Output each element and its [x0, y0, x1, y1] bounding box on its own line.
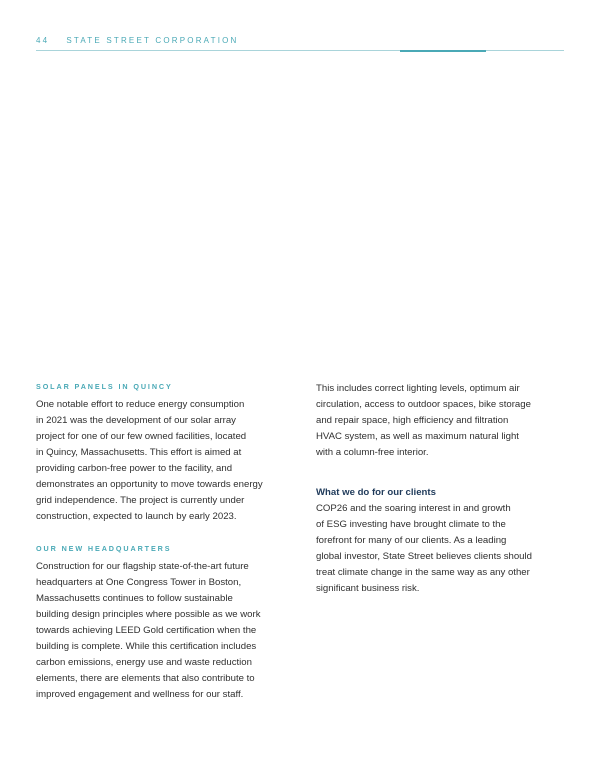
solar-panels-paragraph — [36, 397, 294, 525]
page-header — [36, 36, 239, 45]
page-number: 44 — [36, 36, 50, 45]
text-line: forefront for many of our clients. As a leading — [316, 535, 507, 546]
text-line: improved engagement and wellness for our staff. — [36, 689, 244, 700]
text-line: COP26 and the soaring interest in and growth — [316, 503, 511, 514]
text-line: construction, expected to launch by early 2023. — [36, 511, 237, 522]
section-heading-new-headquarters: OUR NEW HEADQUARTERS — [36, 544, 172, 553]
header-title: STATE STREET CORPORATION — [66, 36, 239, 45]
text-line: towards achieving LEED Gold certification when the — [36, 625, 257, 636]
text-line: HVAC system, as well as maximum natural light — [316, 431, 519, 442]
spacer — [316, 461, 566, 485]
text-line: and repair space, high efficiency and filtration — [316, 415, 509, 426]
text-line: with a column-free interior. — [316, 447, 429, 458]
text-line: treat climate change in the same way as any other — [316, 567, 530, 578]
clients-paragraph — [316, 501, 566, 597]
text-line: grid independence. The project is currently under — [36, 495, 245, 506]
text-line: circulation, access to outdoor spaces, bike storage — [316, 399, 531, 410]
text-line: building is complete. While this certification includes — [36, 641, 257, 652]
text-line: Construction for our flagship state-of-the-art future — [36, 561, 249, 572]
header-rule-accent — [400, 50, 486, 52]
right-column — [316, 381, 566, 597]
left-column — [36, 381, 294, 703]
text-line: in 2021 was the development of our solar array — [36, 415, 236, 426]
text-line: in Quincy, Massachusetts. This effort is aimed at — [36, 447, 242, 458]
spacer — [36, 525, 294, 543]
text-line: providing carbon-free power to the facility, and — [36, 463, 233, 474]
text-line: project for one of our few owned facilities, located — [36, 431, 247, 442]
text-line: One notable effort to reduce energy consumption — [36, 399, 245, 410]
subheading-what-we-do-for-clients: What we do for our clients — [316, 487, 436, 498]
headquarters-paragraph — [36, 559, 294, 703]
text-line: building design principles where possible as we work — [36, 609, 261, 620]
text-line: global investor, State Street believes clients should — [316, 551, 532, 562]
text-line: carbon emissions, energy use and waste reduction — [36, 657, 252, 668]
text-line: This includes correct lighting levels, optimum air — [316, 383, 520, 394]
section-heading-solar-panels: SOLAR PANELS IN QUINCY — [36, 382, 173, 391]
text-line: of ESG investing have brought climate to the — [316, 519, 506, 530]
text-line: elements, there are elements that also contribute to — [36, 673, 255, 684]
text-line: significant business risk. — [316, 583, 420, 594]
headquarters-continuation-paragraph — [316, 381, 566, 461]
text-line: demonstrates an opportunity to move towards energy — [36, 479, 263, 490]
text-line: Massachusetts continues to follow sustainable — [36, 593, 233, 604]
text-line: headquarters at One Congress Tower in Boston, — [36, 577, 242, 588]
